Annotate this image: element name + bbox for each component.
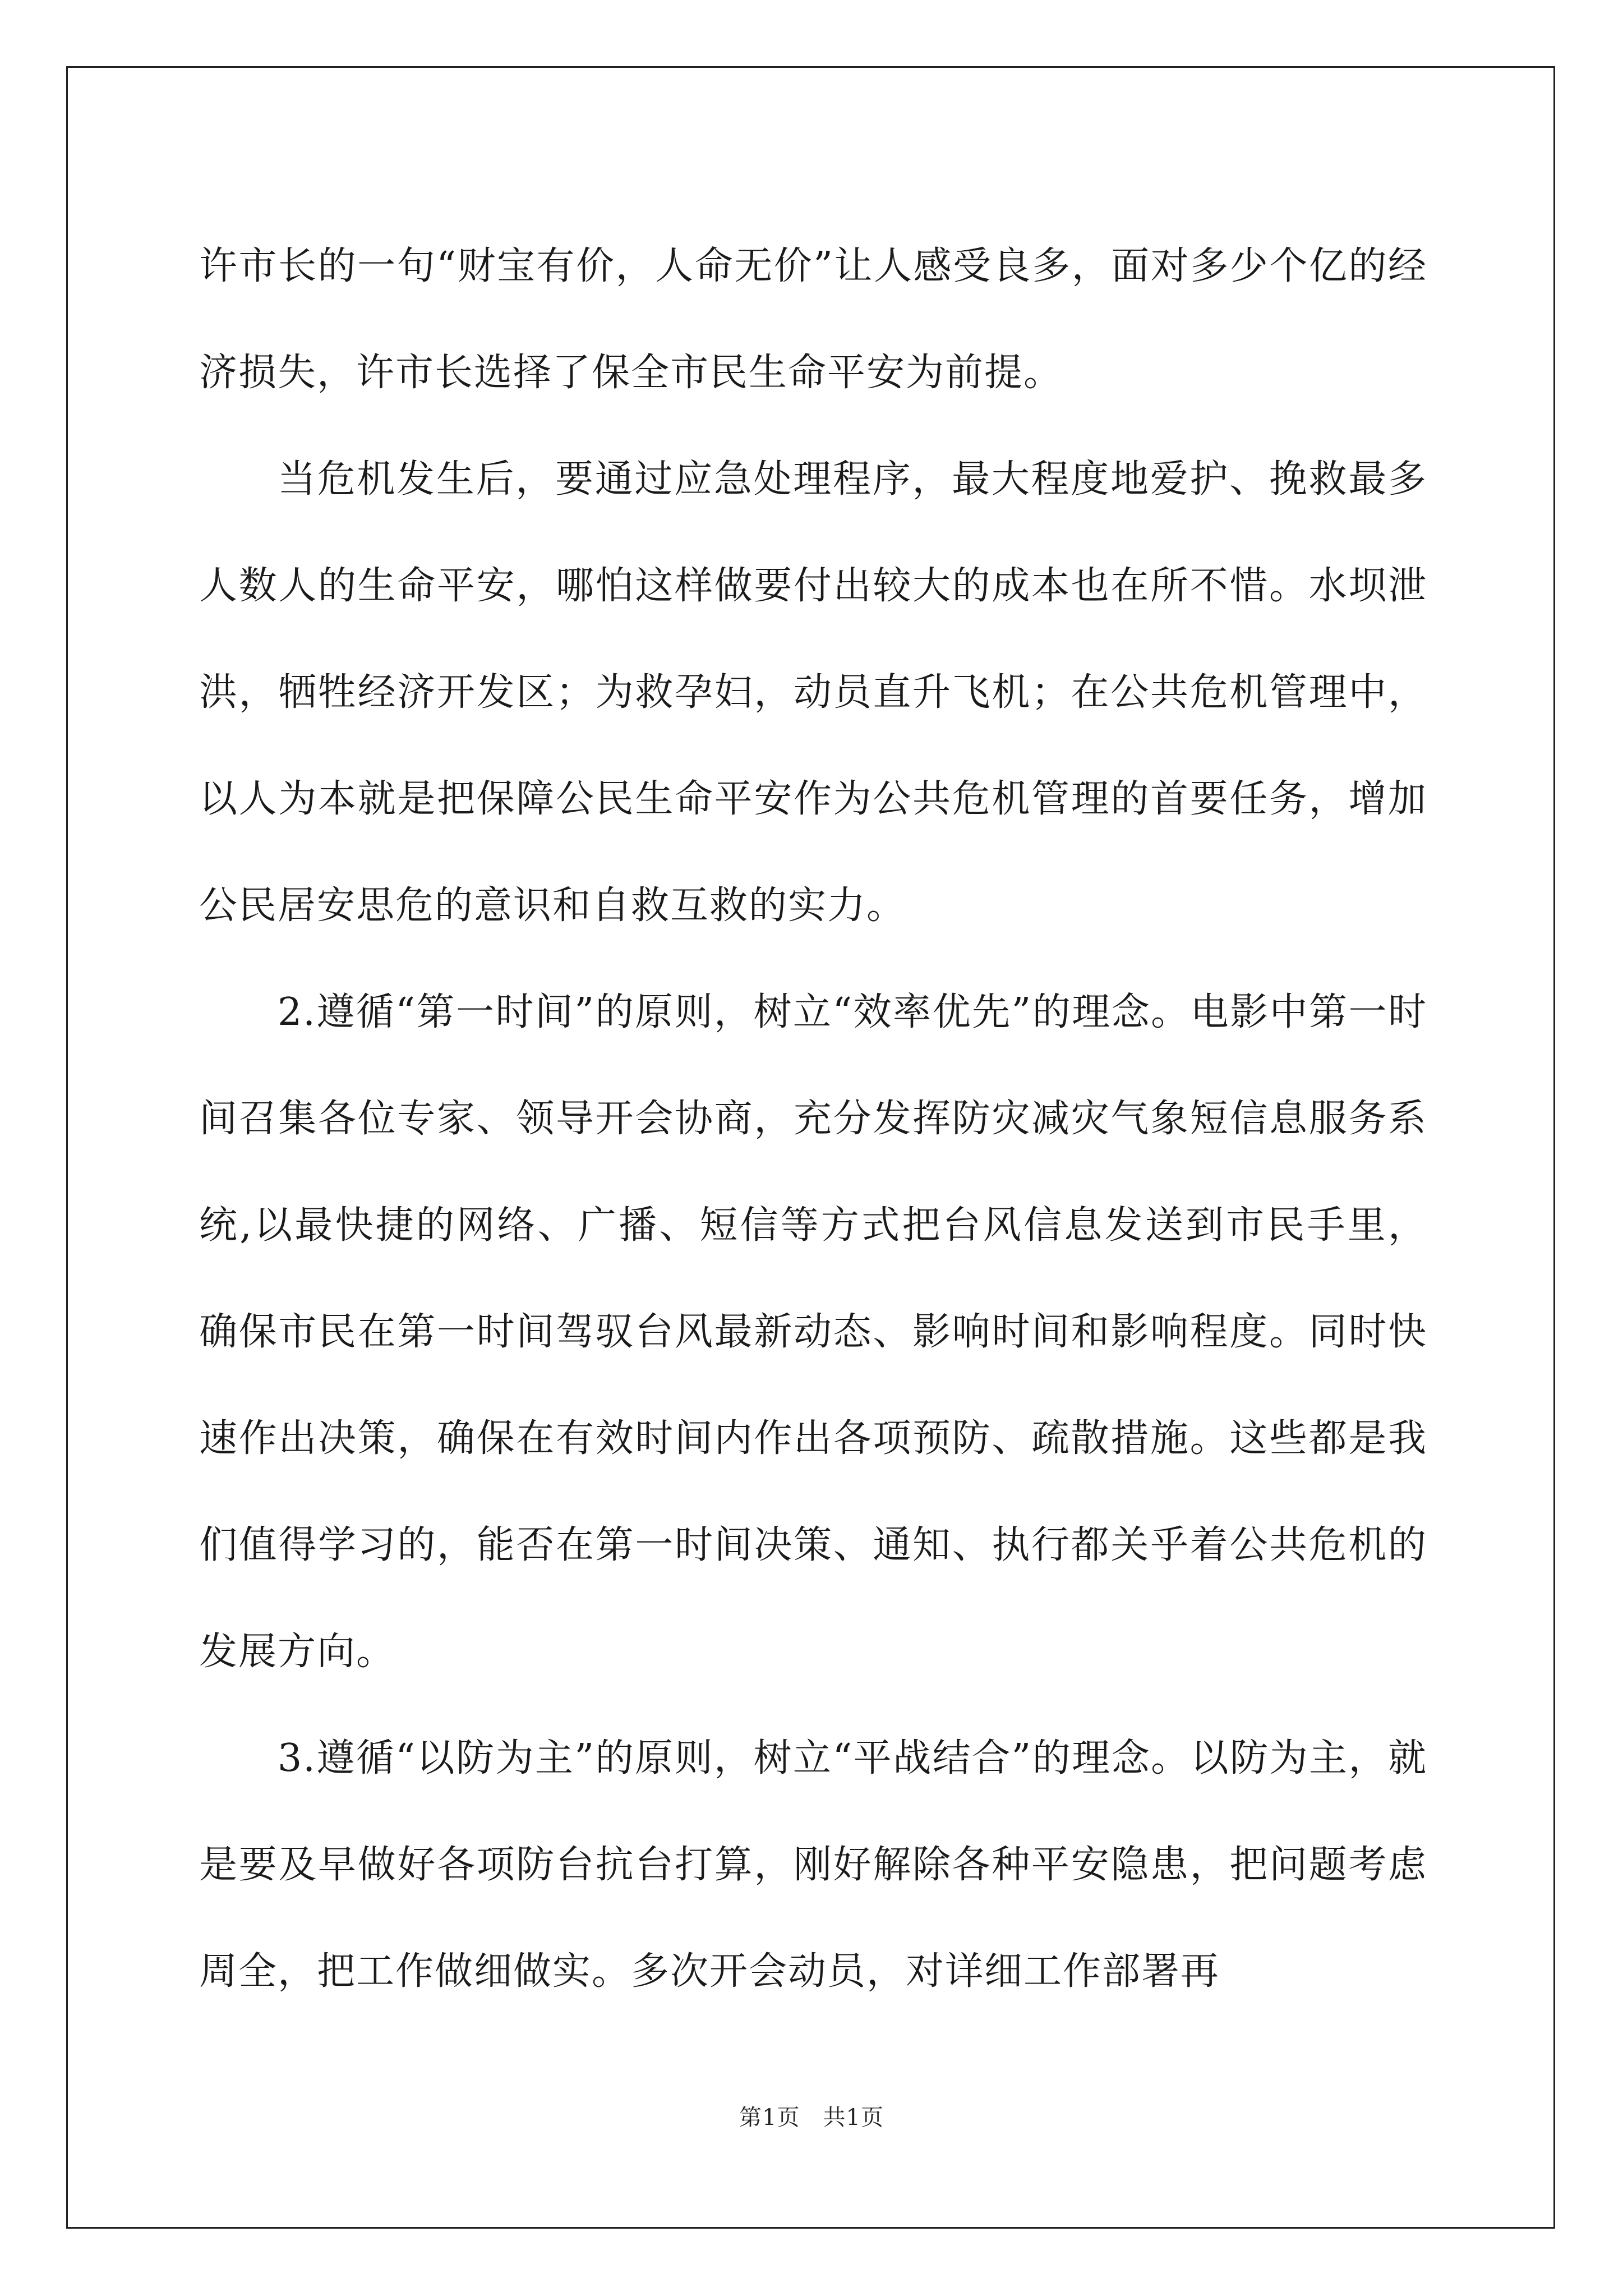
paragraph-2: 当危机发生后，要通过应急处理程序，最大程度地爱护、挽救最多人数人的生命平安，哪怕这样做要付出较大的成本也在所不惜。水坝泄洪，牺牲经济开发区；为救孕妇，动员直升飞机；在公共危机管理中，以人为本就是把保障公民生命平安作为公共危机管理的首要任务，增加公民居安思危的意识和自救互救的实力。 [199,457,1427,928]
page-footer: 第1页 共1页 [739,2105,884,2131]
paragraph-4: 3.遵循“以防为主”的原则，树立“平战结合”的理念。以防为主，就是要及早做好各项防台抗台打算，刚好解除各种平安隐患，把问题考虑周全，把工作做细做实。多次开会动员，对详细工作部署再 [199,1736,1427,1994]
paragraph-3: 2.遵循“第一时间”的原则，树立“效率优先”的理念。电影中第一时间召集各位专家、领导开会协商，充分发挥防灾减灾气象短信息服务系统,以最快捷的网络、广播、短信等方式把台风信息发送到市民手里，确保市民在第一时间驾驭台风最新动态、影响时间和影响程度。同时快速作出决策，确保在有效时间内作出各项预防、疏散措施。这些都是我们值得学习的，能否在第一时间决策、通知、执行都关乎着公共危机的发展方向。 [199,990,1427,1674]
document-body [199,213,1427,2025]
paragraph-1: 许市长的一句“财宝有价，人命无价”让人感受良多，面对多少个亿的经济损失，许市长选择了保全市民生命平安为前提。 [199,244,1427,395]
